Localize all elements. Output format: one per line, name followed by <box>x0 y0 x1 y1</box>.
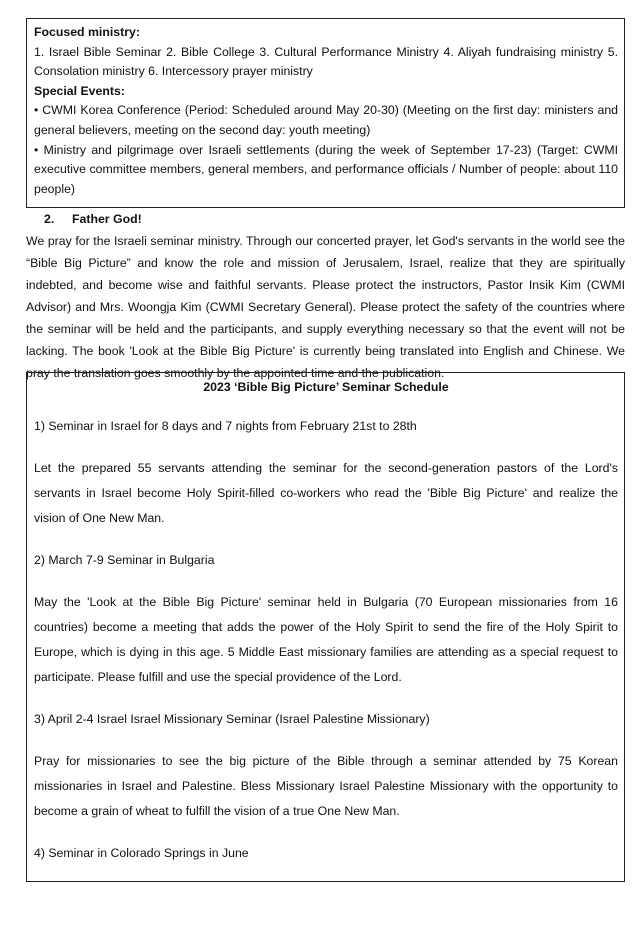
special-events-title: Special Events: <box>34 83 125 98</box>
section-title: Father God! <box>72 212 142 226</box>
schedule-item-heading: 4) Seminar in Colorado Springs in June <box>34 846 249 860</box>
schedule-title: 2023 ‘Bible Big Picture’ Seminar Schedule <box>203 380 449 394</box>
focused-ministry-title: Focused ministry: <box>34 25 140 39</box>
section-2-heading <box>44 210 142 228</box>
section-number: 2. <box>44 212 55 226</box>
schedule-item-heading: 1) Seminar in Israel for 8 days and 7 nights from February 21st to 28th <box>34 419 417 433</box>
schedule-item-heading: 3) April 2-4 Israel Israel Missionary Seminar (Israel Palestine Missionary) <box>34 712 430 726</box>
schedule-item-text: Let the prepared 55 servants attending the seminar for the second-generation pastors of the Lord's servants in Israel become Holy Spirit-filled co-workers who read the 'Bible Big Picture' and realize the vision of One New Man. <box>34 461 618 525</box>
ministry-info-box <box>26 18 625 208</box>
focused-ministry-text: 1. Israel Bible Seminar 2. Bible College 3. Cultural Performance Ministry 4. Aliyah fundraising ministry 5. Consolation ministry 6. Intercessory prayer ministry <box>34 44 618 79</box>
schedule-item-text: May the 'Look at the Bible Big Picture' seminar held in Bulgaria (70 European missionaries from 16 countries) become a meeting that adds the power of the Holy Spirit to send the fire of the Holy Spirit to Europe, which is dying in this age. 5 Middle East missionary families are attending as a special request to participate. Please fulfill and use the special providence of the Lord. <box>34 595 618 684</box>
schedule-item-text: Pray for missionaries to see the big picture of the Bible through a seminar attended by 75 Korean missionaries in Israel and Palestine. Bless Missionary Israel Palestine Missionary with the opportunity to become a grain of wheat to fulfill the vision of a true One New Man. <box>34 754 618 818</box>
seminar-schedule-box <box>26 372 625 882</box>
schedule-item-heading: 2) March 7-9 Seminar in Bulgaria <box>34 553 215 567</box>
special-event-1: • CWMI Korea Conference (Period: Scheduled around May 20-30) (Meeting on the first day: ministers and general believers, meeting on the second day: youth meeting) <box>34 103 618 137</box>
special-event-2: • Ministry and pilgrimage over Israeli settlements (during the week of September 17-23) (Target: CWMI executive committee members, general members, and performance officials / Number of people: about 110 people) <box>34 142 618 196</box>
prayer-paragraph: We pray for the Israeli seminar ministry. Through our concerted prayer, let God's servants in the world see the “Bible Big Picture” and know the role and mission of Jerusalem, Israel, realize that they are spiritually indebted, and become wise and faithful servants. Please protect the instructors, Pastor Insik Kim (CWMI Advisor) and Mrs. Woongja Kim (CWMI Secretary General). Please protect the safety of the countries where the seminar will be held and the participants, and supply everything necessary so that the event will not be lacking. The book 'Look at the Bible Big Picture' is currently being translated into English and Chinese. We pray the translation goes smoothly by the appointed time and the publication. <box>26 234 625 380</box>
